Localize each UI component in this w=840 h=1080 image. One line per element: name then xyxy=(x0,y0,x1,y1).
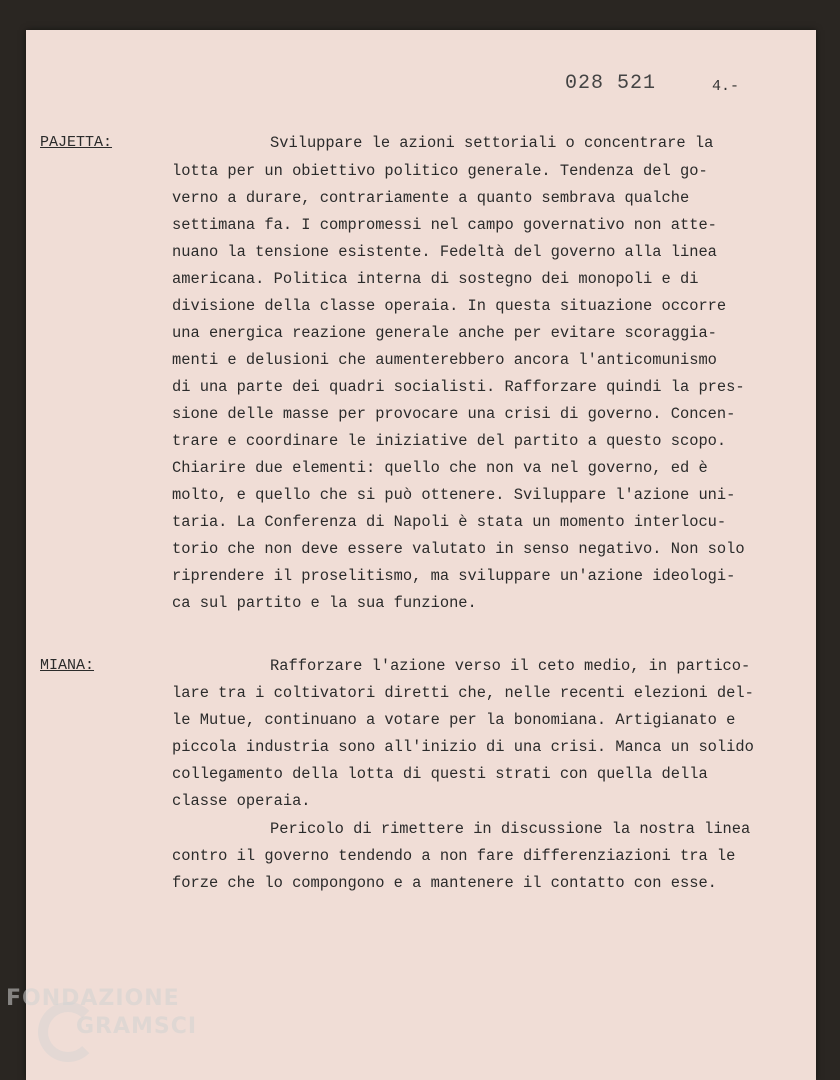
text-line: verno a durare, contrariamente a quanto sembrava qualche xyxy=(172,189,690,207)
text-line: torio che non deve essere valutato in senso negativo. Non solo xyxy=(172,540,745,558)
text-line: settimana fa. I compromessi nel campo governativo non atte- xyxy=(172,216,717,234)
text-line: piccola industria sono all'inizio di una crisi. Manca un solido xyxy=(172,738,754,756)
watermark-logo xyxy=(6,986,198,1039)
text-line: collegamento della lotta di questi strati con quella della xyxy=(172,765,708,783)
text-line: Rafforzare l'azione verso il ceto medio, in partico- xyxy=(270,657,751,675)
text-line: menti e delusioni che aumenterebbero ancora l'anticomunismo xyxy=(172,351,717,369)
text-line: Pericolo di rimettere in discussione la nostra linea xyxy=(270,820,751,838)
text-line: taria. La Conferenza di Napoli è stata un momento interlocu- xyxy=(172,513,727,531)
text-line: di una parte dei quadri socialisti. Rafforzare quindi la pres- xyxy=(172,378,745,396)
text-line: contro il governo tendendo a non fare differenziazioni tra le xyxy=(172,847,736,865)
text-line: una energica reazione generale anche per evitare scoraggia- xyxy=(172,324,717,342)
text-line: lotta per un obiettivo politico generale. Tendenza del go- xyxy=(172,162,708,180)
text-line: Chiarire due elementi: quello che non va nel governo, ed è xyxy=(172,459,708,477)
page-number: 4.- xyxy=(712,78,740,95)
text-line: classe operaia. xyxy=(172,792,311,810)
watermark-line2: GRAMSCI xyxy=(76,1014,198,1039)
text-line: riprendere il proselitismo, ma sviluppare un'azione ideologi- xyxy=(172,567,736,585)
speaker-name: PAJETTA: xyxy=(40,134,113,151)
text-line: Sviluppare le azioni settoriali o concentrare la xyxy=(270,134,714,152)
text-line: lare tra i coltivatori diretti che, nelle recenti elezioni del- xyxy=(172,684,754,702)
text-line: divisione della classe operaia. In questa situazione occorre xyxy=(172,297,727,315)
text-line: ca sul partito e la sua funzione. xyxy=(172,594,477,612)
text-line: americana. Politica interna di sostegno dei monopoli e di xyxy=(172,270,699,288)
text-line: trare e coordinare le iniziative del partito a questo scopo. xyxy=(172,432,727,450)
text-line: nuano la tensione esistente. Fedeltà del governo alla linea xyxy=(172,243,717,261)
text-line: le Mutue, continuano a votare per la bonomiana. Artigianato e xyxy=(172,711,736,729)
text-line: molto, e quello che si può ottenere. Sviluppare l'azione uni- xyxy=(172,486,736,504)
document-id: 028 521 xyxy=(565,72,657,95)
text-line: sione delle masse per provocare una crisi di governo. Concen- xyxy=(172,405,736,423)
speaker-name: MIANA: xyxy=(40,657,95,674)
watermark-line1: FONDAZIONE xyxy=(6,986,180,1011)
text-line: forze che lo compongono e a mantenere il contatto con esse. xyxy=(172,874,717,892)
